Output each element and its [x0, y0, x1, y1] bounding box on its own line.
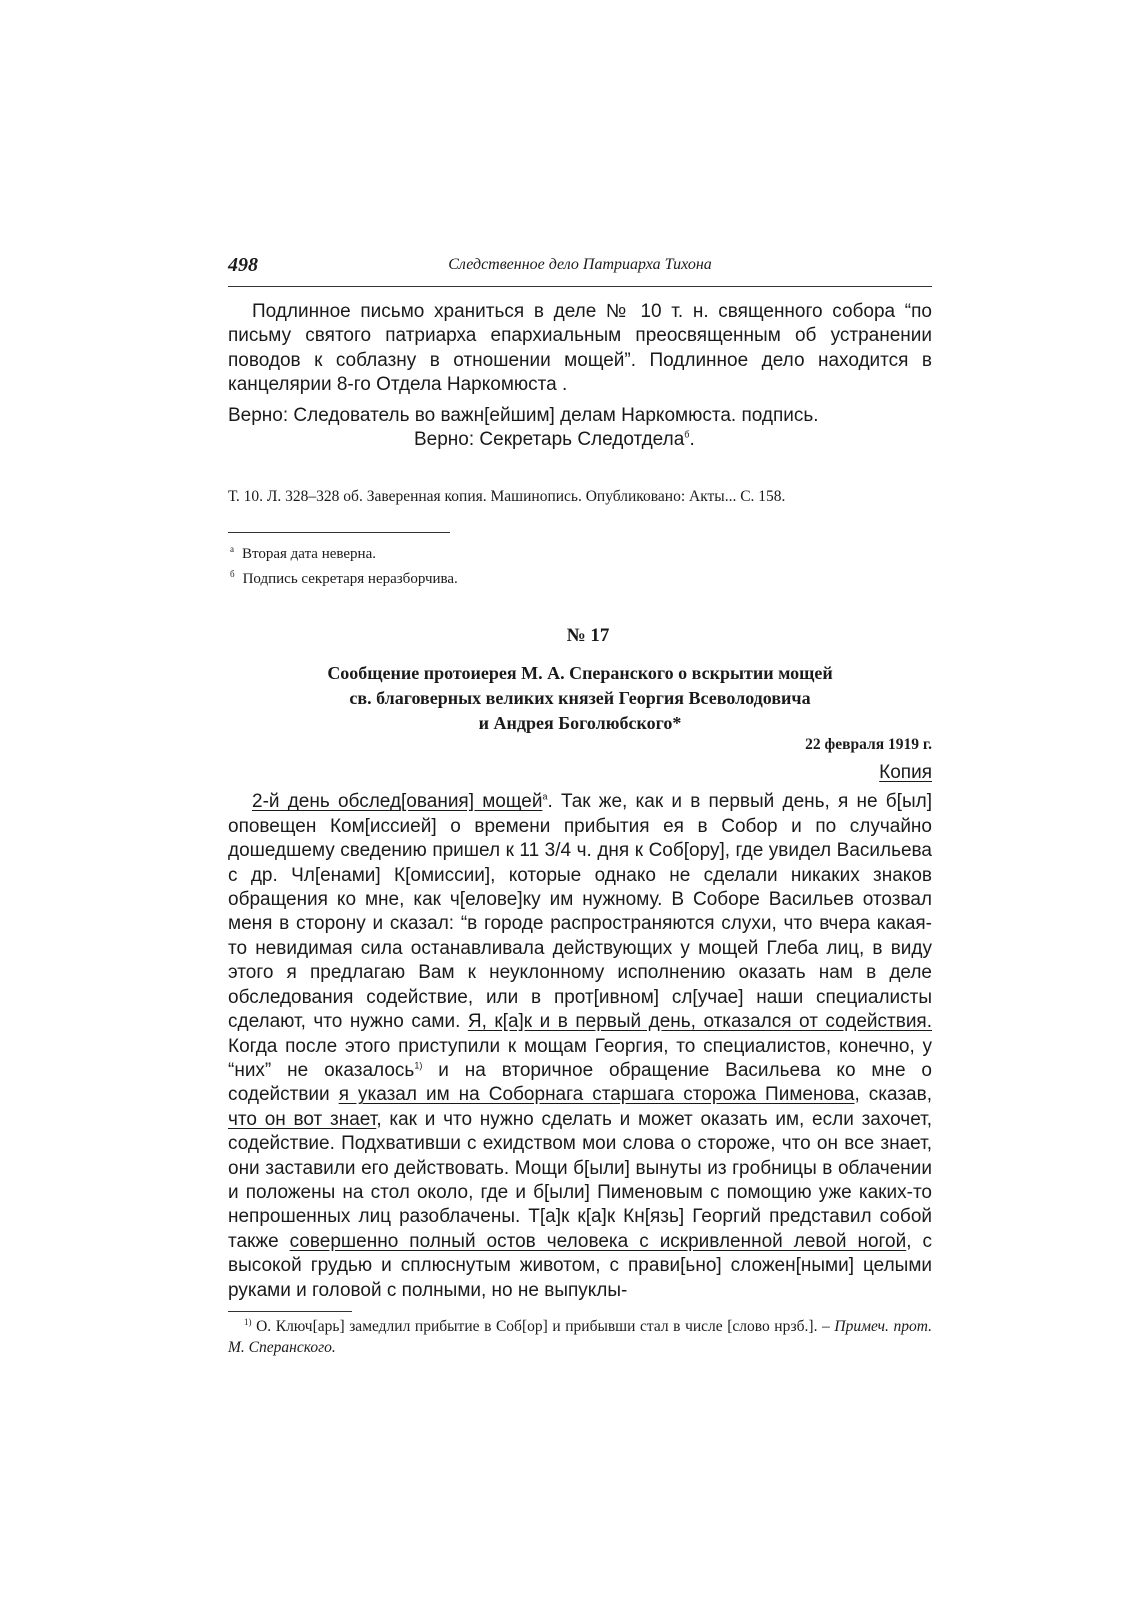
- footnote-ref: 1): [414, 1060, 423, 1071]
- document-number: № 17: [566, 625, 610, 647]
- page-content: [228, 300, 932, 1358]
- page-number: 498: [228, 254, 258, 276]
- footnote-ref: а: [542, 792, 548, 803]
- archival-source: Т. 10. Л. 328–328 об. Заверенная копия. Машинопись. Опубликовано: Акты... С. 158.: [228, 488, 786, 506]
- document-date: 22 февраля 1919 г.: [805, 736, 932, 754]
- verified-investigator: Верно: Следователь во важн[ейшим] делам Наркомюста. подпись.: [228, 404, 819, 426]
- footnote-item: $^а$ Вторая дата неверна.: [230, 544, 376, 563]
- header-rule: [228, 286, 932, 287]
- verified-secretary: Верно: Секретарь Следотдела$^б$.: [414, 429, 695, 451]
- copy-label: Копия: [879, 762, 932, 784]
- closing-paragraph: Подлинное письмо храниться в деле № 10 т. н. священного собора “по письму святого патриарха епархиальным преосвященным об устранении поводов к соблазну в отношении мощей”. Подлинное дело находится в канцелярии 8-го Отдела Наркомюста .: [228, 301, 932, 396]
- running-title: Следственное дело Патриарха Тихона: [448, 256, 712, 273]
- footnote-rule: [228, 1311, 352, 1312]
- footnote-rule: [228, 532, 450, 533]
- document-body: 2-й день обслед[ования] мощей$^а$. Так же, как и в первый день, я не б[ыл] оповещен Ком[иссией] о времени прибытия ея в Собор и по случайно дошедшему сведению пришел к 11 3/4 ч. дня к Соб[ору], где увидел Васильева с др. Чл[енами] К[омиссии], которые однако не сделали никаких знаков обращения ко мне, как ч[елове]ку им нужному. В Соборе Васильев отозвал меня в сторону и сказал: “в городе распространяются слухи, что вчера какая-то невидимая сила останавливала действующих у мощей Глеба лиц, в виду этого я предлагаю Вам к неуклонному исполнению оказать нам в деле обследования содействие, или в прот[ивном] сл[учае] наши специалисты сделают, что нужно сами. Я, к[а]к и в первый день, отказался от содействия. Когда после этого приступили к мощам Георгия, то специалистов, конечно, у “них” не оказалось$^{1)}$ и на вторичное обращение Васильева ко мне о содействии я указал им на Соборнага старшага сторожа Пименова, сказав, что он вот знает, как и что нужно сделать и может оказать им, если захочет, содействие. Подхвативши с ехидством мои слова о стороже, что он все знает, они заставили его действовать. Мощи б[ыли] вынуты из гробницы в облачении и положены на стол около, где и б[ыли] Пименовым с помощию уже каких-то непрошенных лиц разоблачены. Т[а]к к[а]к Кн[язь] Георгий представил собой также совершенно полный остов человека с искривленной левой ногой, с высокой грудью и сплюснутым животом, с прави[ьно] сложен[ными] целыми руками и головой с полными, но не выпуклы-: [228, 791, 933, 1301]
- footnote-item: $^б$ Подпись секретаря неразборчива.: [230, 569, 458, 588]
- document-title: Сообщение протоиерея М. А. Сперанского о вскрытии мощей св. благоверных великих князей Георгия Всеволодовича и Андрея Боголюбского*: [327, 663, 833, 734]
- footnote-ref: б: [684, 429, 690, 440]
- page-footnote: $^{1)}$ О. Ключ[арь] замедлил прибытие в Соб[ор] и прибывши стал в числе [слово нрзб.]. – Примеч. прот. М. Сперанского.: [228, 1316, 932, 1356]
